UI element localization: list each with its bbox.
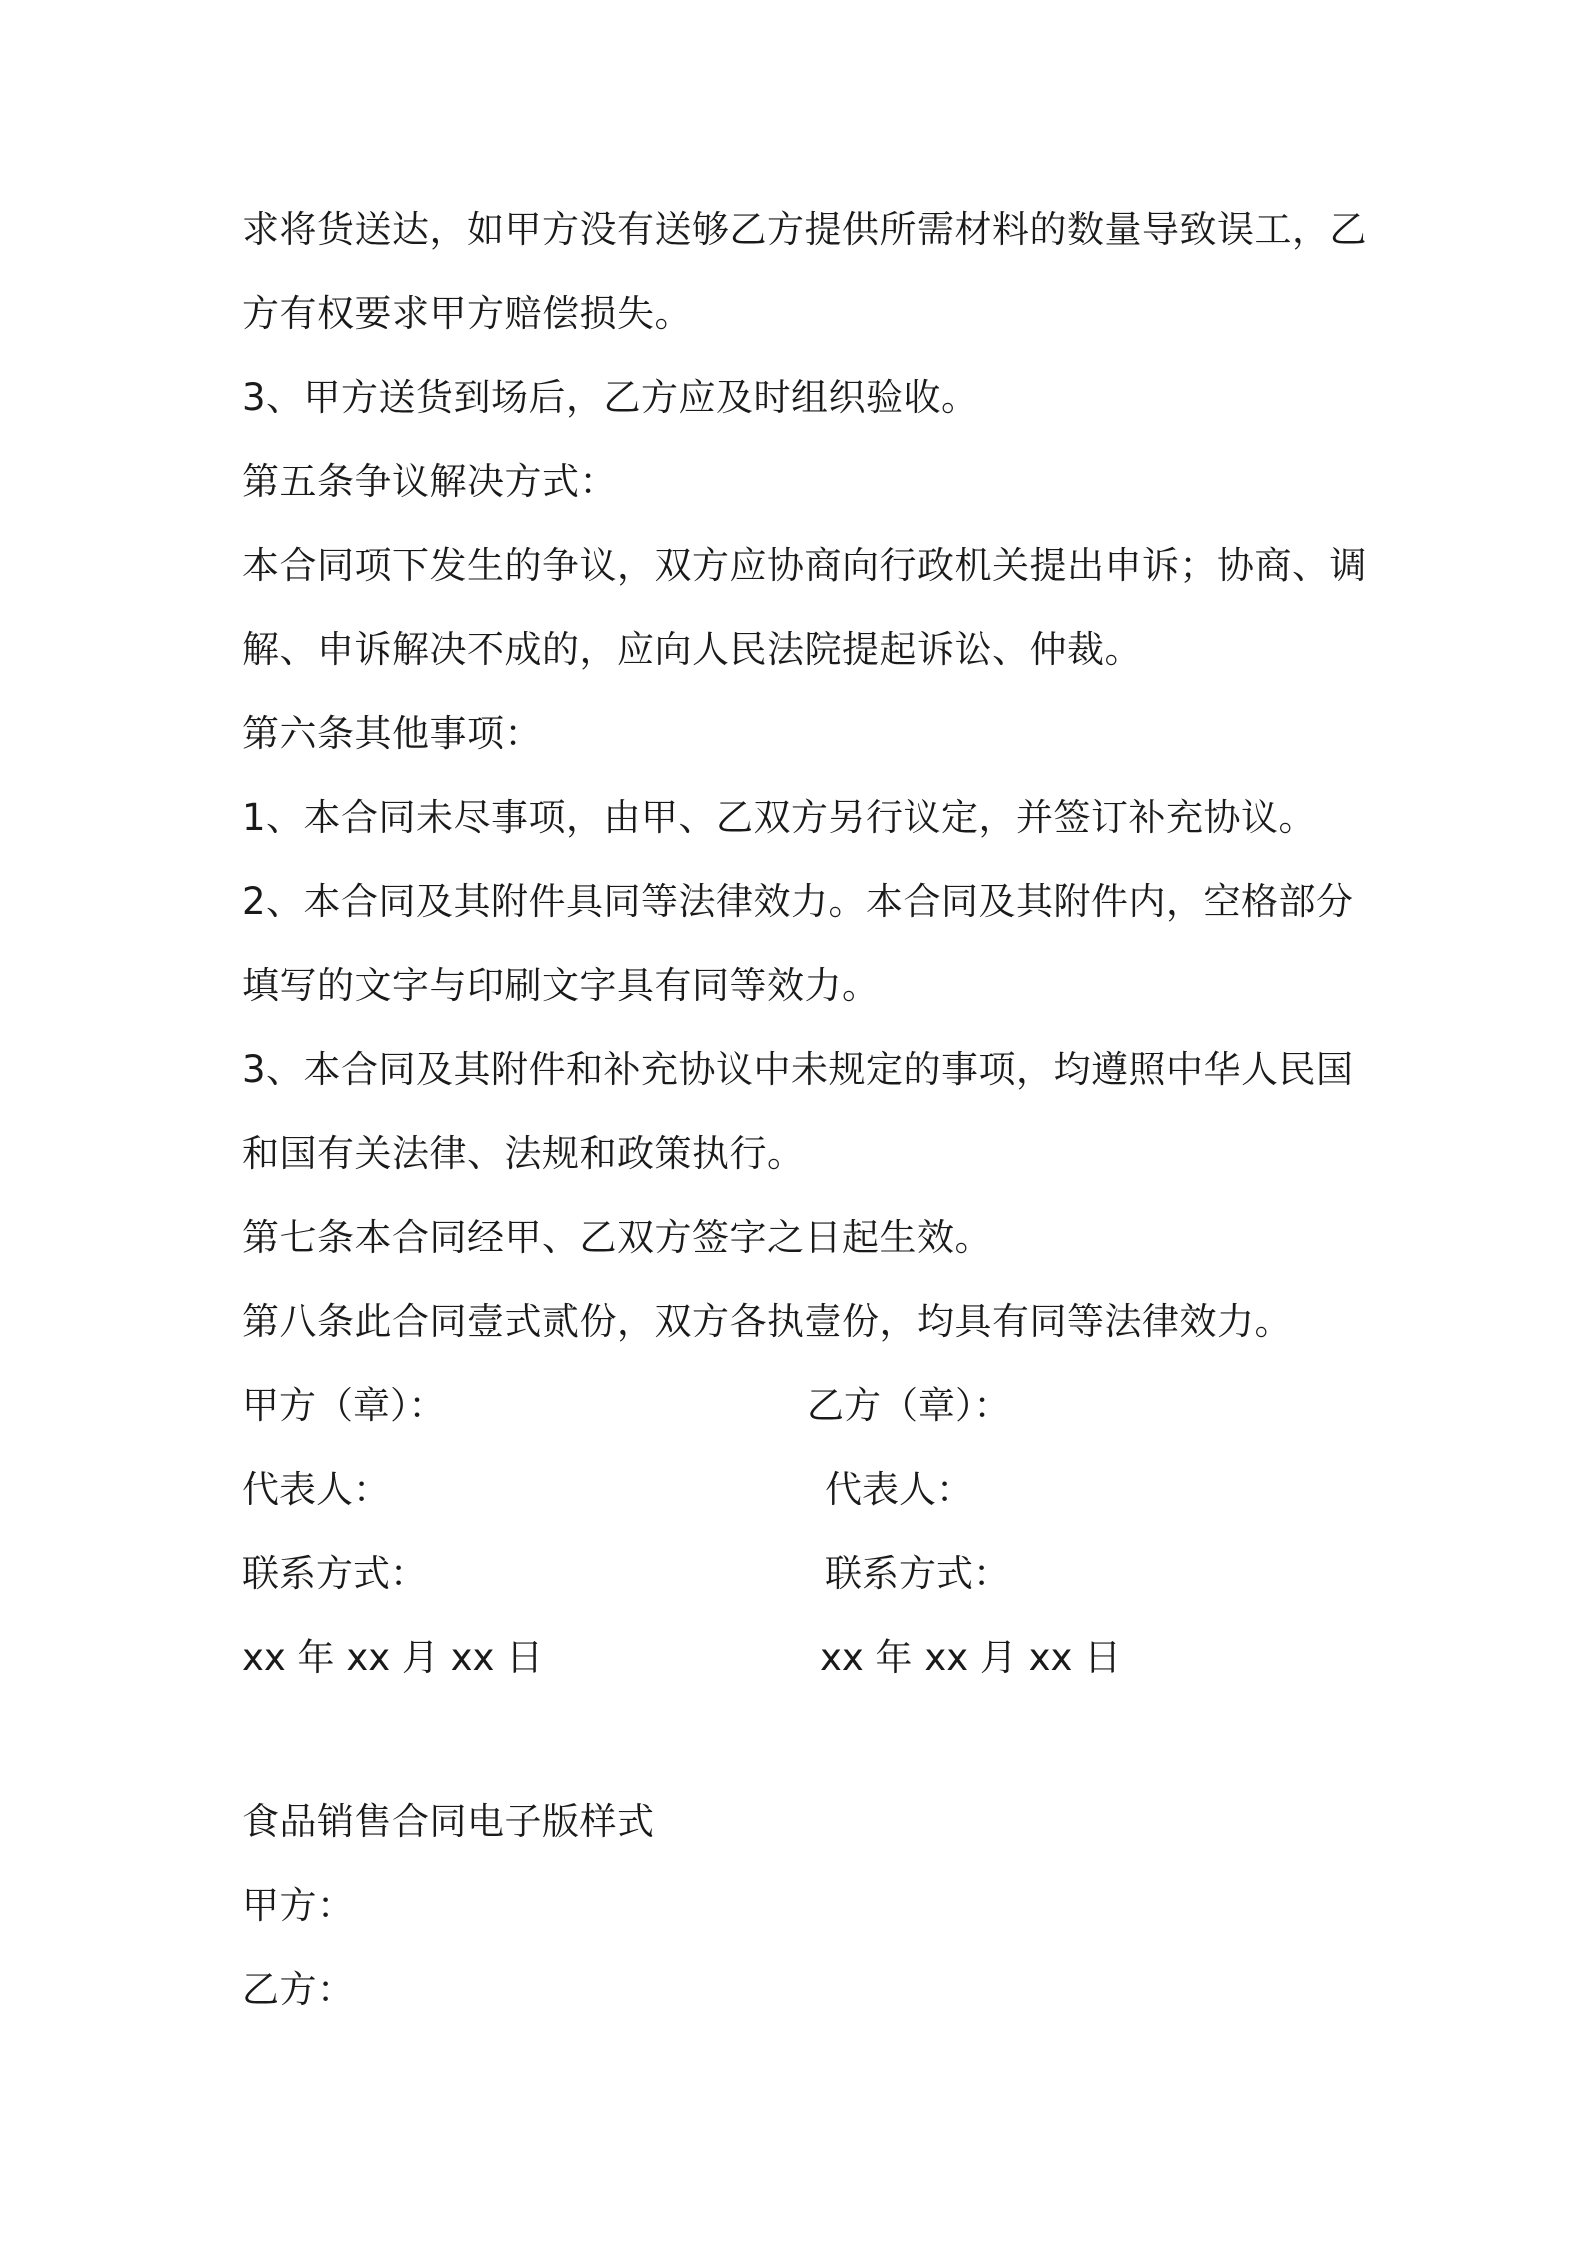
party-a-date: xx 年 xx 月 xx 日 xyxy=(242,1636,544,1679)
party-b-seal-label: 乙方（章）： xyxy=(807,1384,1011,1427)
party-a-label: 甲方： xyxy=(242,1884,355,1927)
party-a-representative-label: 代表人： xyxy=(242,1468,390,1511)
section-heading: 第五条争议解决方式： xyxy=(242,460,617,503)
paragraph-line: 求将货送达，如甲方没有送够乙方提供所需材料的数量导致误工，乙 xyxy=(242,208,1367,251)
paragraph-line: 1、本合同未尽事项，由甲、乙双方另行议定，并签订补充协议。 xyxy=(242,796,1317,839)
paragraph-line: 本合同项下发生的争议，双方应协商向行政机关提出申诉；协商、调 xyxy=(242,544,1367,587)
party-a-contact-label: 联系方式： xyxy=(242,1552,427,1595)
party-b-representative-label: 代表人： xyxy=(825,1468,973,1511)
party-b-contact-label: 联系方式： xyxy=(825,1552,1010,1595)
paragraph-line: 解、申诉解决不成的，应向人民法院提起诉讼、仲裁。 xyxy=(242,628,1142,671)
paragraph-line: 填写的文字与印刷文字具有同等效力。 xyxy=(242,964,880,1007)
paragraph-line: 2、本合同及其附件具同等法律效力。本合同及其附件内，空格部分 xyxy=(242,880,1354,923)
section-heading: 第六条其他事项： xyxy=(242,712,542,755)
section-heading: 第八条此合同壹式贰份，双方各执壹份，均具有同等法律效力。 xyxy=(242,1300,1292,1343)
party-a-seal-label: 甲方（章）： xyxy=(242,1384,446,1427)
next-document-title: 食品销售合同电子版样式 xyxy=(242,1800,655,1843)
paragraph-line: 3、本合同及其附件和补充协议中未规定的事项，均遵照中华人民国 xyxy=(242,1048,1354,1091)
party-b-date: xx 年 xx 月 xx 日 xyxy=(820,1636,1122,1679)
paragraph-line: 方有权要求甲方赔偿损失。 xyxy=(242,292,692,335)
section-heading: 第七条本合同经甲、乙双方签字之日起生效。 xyxy=(242,1216,992,1259)
paragraph-line: 3、甲方送货到场后，乙方应及时组织验收。 xyxy=(242,376,979,419)
signature-row-date xyxy=(242,1636,1342,1680)
paragraph-line: 和国有关法律、法规和政策执行。 xyxy=(242,1132,805,1175)
signature-row-contact xyxy=(242,1552,1342,1596)
party-b-label: 乙方： xyxy=(242,1968,355,2011)
signature-row-seal xyxy=(242,1384,1342,1428)
signature-row-representative xyxy=(242,1468,1342,1512)
